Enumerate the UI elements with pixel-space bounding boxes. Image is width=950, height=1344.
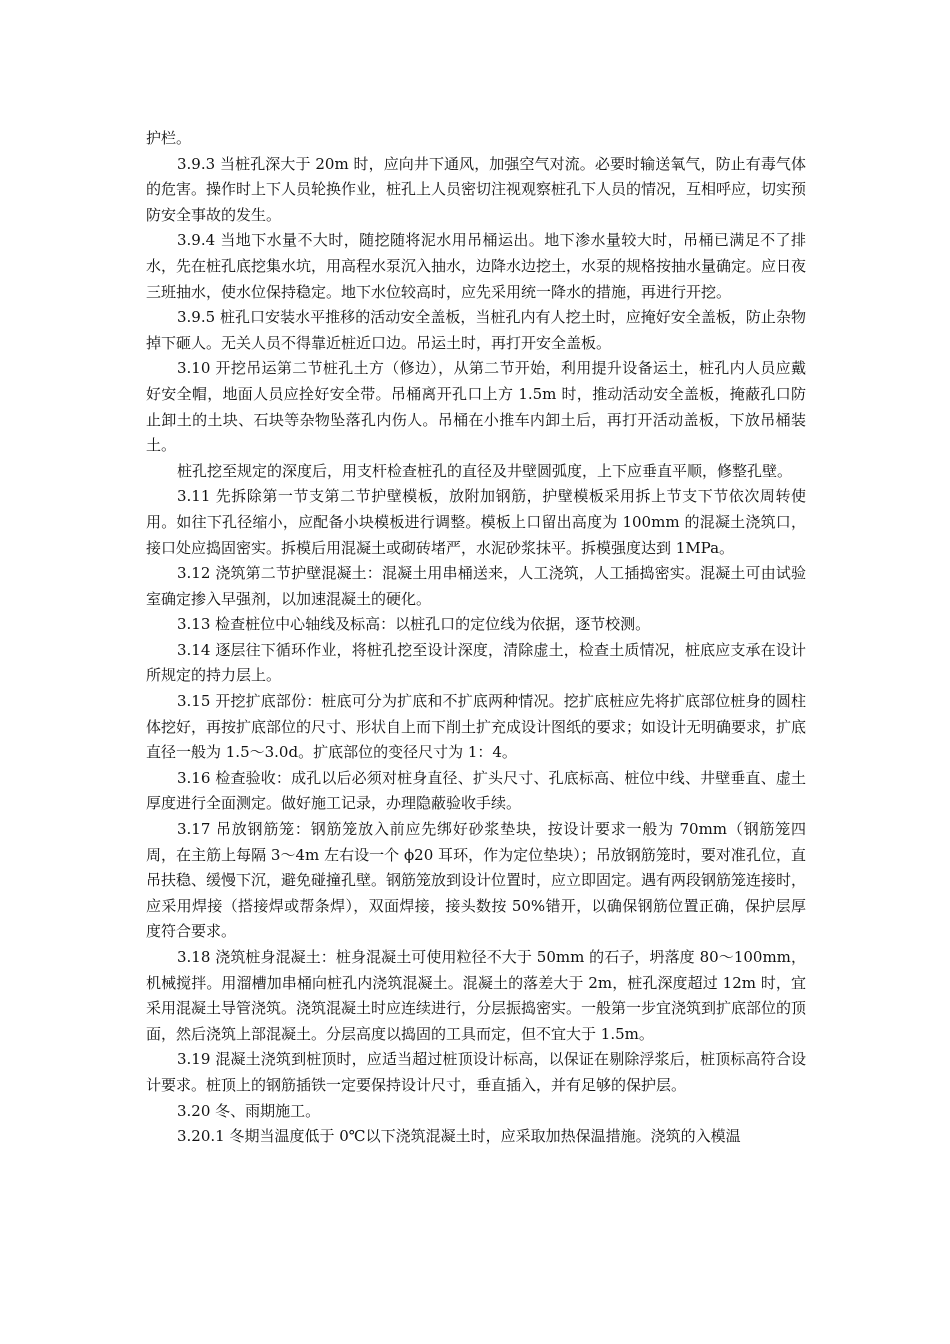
paragraph-3-17: 3.17 吊放钢筋笼：钢筋笼放入前应先绑好砂浆垫块，按设计要求一般为 70mm（钢筋笼四周，在主筋上每隔 3～4m 左右设一个 ϕ20 耳环，作为定位垫块）；吊放钢筋笼时，要对准孔位，直吊扶稳、缓慢下沉，避免碰撞孔壁。钢筋笼放到设计位置时，应立即固定。遇有两段钢筋笼连接时，应采用焊接（搭接焊或帮条焊），双面焊接，接头数按 50%错开，以确保钢筋位置正确，保护层厚度符合要求。 [146,820,807,941]
paragraph-3-14: 3.14 逐层往下循环作业，将桩孔挖至设计深度，清除虚土，检查土质情况，桩底应支承在设计所规定的持力层上。 [146,640,806,685]
paragraph-3-15: 3.15 开挖扩底部份：桩底可分为扩底和不扩底两种情况。挖扩底桩应先将扩底部位桩身的圆柱体挖好，再按扩底部位的尺寸、形状自上而下削土扩充成设计图纸的要求；如设计无明确要求，扩底直径一般为 1.5～3.0d。扩底部位的变径尺寸为 1：4。 [146,692,807,762]
paragraph-3-9-3: 3.9.3 当桩孔深大于 20m 时，应向井下通风，加强空气对流。必要时输送氧气，防止有毒气体的危害。操作时上下人员轮换作业，桩孔上人员密切注视观察桩孔下人员的情况，互相呼应，切实预防安全事故的发生。 [146,154,807,224]
paragraph-3-9-4: 3.9.4 当地下水量不大时，随挖随将泥水用吊桶运出。地下渗水量较大时，吊桶已满足不了排水，先在桩孔底挖集水坑，用高程水泵沉入抽水，边降水边挖土，水泵的规格按抽水量确定。应日夜三班抽水，使水位保持稳定。地下水位较高时，应先采用统一降水的措施，再进行开挖。 [146,231,807,301]
paragraph-3-18: 3.18 浇筑桩身混凝土：桩身混凝土可使用粒径不大于 50mm 的石子，坍落度 80～100mm，机械搅拌。用溜槽加串桶向桩孔内浇筑混凝土。混凝土的落差大于 2m，桩孔深度超过 12m 时，宜采用混凝土导管浇筑。浇筑混凝土时应连续进行，分层振捣密实。一般第一步宜浇筑到扩底部位的顶面，然后浇筑上部混凝土。分层高度以捣固的工具而定，但不宜大于 1.5m。 [146,948,807,1043]
paragraph-3-11: 3.11 先拆除第一节支第二节护壁模板，放附加钢筋，护壁模板采用拆上节支下节依次周转使用。如往下孔径缩小，应配备小块模板进行调整。模板上口留出高度为 100mm 的混凝土浇筑口，接口处应捣固密实。拆模后用混凝土或砌砖堵严，水泥砂浆抹平。拆模强度达到 1MPa。 [146,487,806,557]
paragraph-3-9-5: 3.9.5 桩孔口安装水平推移的活动安全盖板，当桩孔内有人挖土时，应掩好安全盖板，防止杂物掉下砸人。无关人员不得靠近桩近口边。吊运土时，再打开安全盖板。 [146,308,806,352]
paragraph-3-19: 3.19 混凝土浇筑到桩顶时，应适当超过桩顶设计标高，以保证在剔除浮浆后，桩顶标高符合设计要求。桩顶上的钢筋插铁一定要保持设计尺寸，垂直插入，并有足够的保护层。 [146,1050,806,1094]
document-body [146,126,806,1150]
paragraph-3-10: 3.10 开挖吊运第二节桩孔土方（修边），从第二节开始，利用提升设备运土，桩孔内人员应戴好安全帽，地面人员应拴好安全带。吊桶离开孔口上方 1.5m 时，推动活动安全盖板，掩蔽孔口防止卸土的土块、石块等杂物坠落孔内伤人。吊桶在小推车内卸土后，再打开活动盖板，下放吊桶装土。 [146,359,806,455]
paragraph-3-20-1: 3.20.1 冬期当温度低于 0℃以下浇筑混凝土时，应采取加热保温措施。浇筑的入模温 [177,1127,741,1146]
paragraph-guardrail-continuation: 护栏。 [146,129,192,147]
paragraph-3-16: 3.16 检查验收：成孔以后必须对桩身直径、扩头尺寸、孔底标高、桩位中线、井壁垂直、虚土厚度进行全面测定。做好施工记录，办理隐蔽验收手续。 [146,768,806,813]
paragraph-3-13: 3.13 检查桩位中心轴线及标高：以桩孔口的定位线为依据，逐节校测。 [177,615,651,634]
paragraph-3-12: 3.12 浇筑第二节护壁混凝土：混凝土用串桶送来，人工浇筑，人工插捣密实。混凝土可由试验室确定掺入早强剂，以加速混凝土的硬化。 [146,564,806,608]
paragraph-3-20: 3.20 冬、雨期施工。 [177,1101,321,1120]
paragraph-3-10-continued: 桩孔挖至规定的深度后，用支杆检查桩孔的直径及井壁圆弧度，上下应垂直平顺，修整孔壁。 [177,461,793,480]
